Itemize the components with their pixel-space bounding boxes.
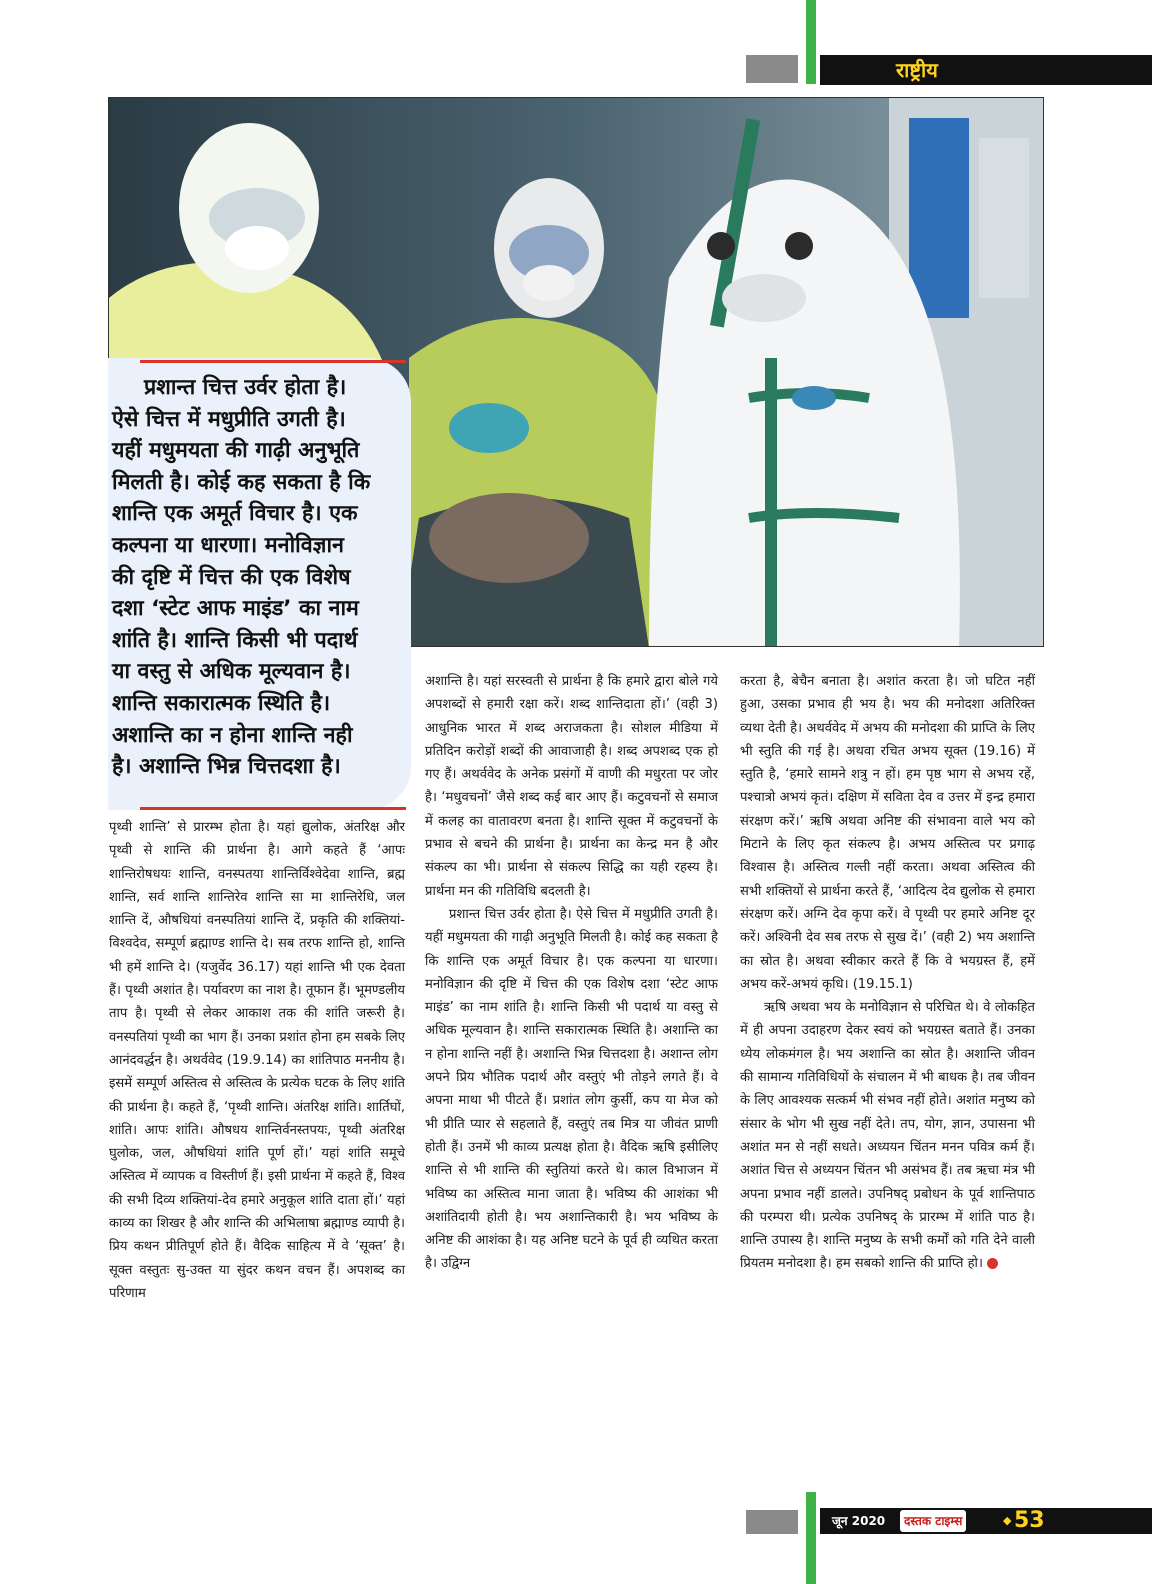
green-divider-top [806,0,816,84]
magazine-logo: दस्तक टाइम्स [900,1510,966,1532]
pull-quote-line: शान्ति सकारात्मक स्थिति है। [112,690,331,716]
pull-quote-line: प्रशान्त चित्त उर्वर होता है। [144,375,347,400]
page-number: 53 [1014,1508,1045,1533]
header-gray-block [746,55,798,83]
end-mark-icon [987,1258,998,1269]
issue-date: जून 2020 [832,1514,886,1528]
pull-quote-line: शांति है। शान्ति किसी भी पदार्थ [112,627,358,653]
paragraph: ऋषि अथवा भय के मनोविज्ञान से परिचित थे। वे लोकहित में ही अपना उदाहरण देकर स्वयं को भयग्रस्त बताते हैं। उनका ध्येय लोकमंगल है। भय अशान्ति का स्रोत है। अशान्ति जीवन की सामान्य गतिविधियों के संचालन में भी बाधक है। तब जीवन के लिए आवश्यक सत्कर्म भी संभव नहीं होते। अशांत मनुष्य को संसार के भोग भी सुख नहीं देते। तप, योग, ज्ञान, उपासना भी अशांत मन से नहीं सधते। अध्ययन चिंतन मनन पवित्र कर्म हैं। अशांत चित्त से अध्ययन चिंतन भी असंभव हैं। तब ऋचा मंत्र भी अपना प्रभाव नहीं डालते। उपनिषद् प्रबोधन के पूर्व शान्तिपाठ की परम्परा थी। प्रत्येक उपनिषद् के प्रारम्भ में शांति पाठ है। शान्ति उपास्य है। शान्ति मनुष्य के सभी कर्मों को गति देने वाली प्रियतम मनोदशा है। हम सबको शान्ति की प्राप्ति हो। [740,1000,1035,1272]
pull-quote-line: मिलती है। कोई कह सकता है कि [112,469,371,495]
pull-quote-line: दशा ‘स्टेट आफ माइंड’ का नाम [112,596,359,622]
pull-quote-rule-top [140,360,406,363]
header-bar [820,55,1152,85]
paragraph: करता है, बेचैन बनाता है। अशांत करता है। जो घटित नहीं हुआ, उसका प्रभाव ही भय है। भय की मनोदशा अतिरिक्त व्यथा देती है। अथर्ववेद में अभय की मनोदशा की प्राप्ति के लिए भी स्तुति की गई है। अथवा रचित अभय सूक्त (19.16) में स्तुति है, ‘हमारे सामने शत्रु न हों। हम पृष्ठ भाग से अभय रहें, पश्चात्रो अभयं कृतं। दक्षिण में सविता देव व उत्तर में इन्द्र हमारा संरक्षण करें।’ ऋषि अथवा अनिष्ट की संभावना वाले भय को मिटाने के लिए कृत संकल्प है। अभय अस्तित्व पर प्रगाढ़ विश्वास है। अस्तित्व गल्ती नहीं करता। अथवा अस्तित्व की सभी शक्तियों से प्रार्थना करते हैं, ‘आदित्य देव द्युलोक से हमारा संरक्षण करें। अग्नि देव कृपा करें। वे पृथ्वी पर हमारे अनिष्ट दूर करें। अश्विनी देव सब तरफ से सुख दें।’ (वही 2) भय अशान्ति का स्रोत है। अथवा स्वीकार करते हैं कि वे भयग्रस्त हैं, हमें अभय करें-अभयं कृधि। (19.15.1) [740,674,1035,992]
paragraph: पृथ्वी शान्ति’ से प्रारम्भ होता है। यहां द्युलोक, अंतरिक्ष और पृथ्वी से शान्ति की प्रार्थना है। आगे कहते हैं ‘आपः शान्तिरोषधयः शान्ति, वनस्पतया शान्तिर्विश्वेदेवा शान्ति, ब्रह्म शान्ति, सर्व शान्ति शान्तिरेव शान्ति सा मा शान्तिरेधि, जल शान्ति दें, औषधियां वनस्पतियां शान्ति दें, प्रकृति की शक्तियां-विश्वदेव, सम्पूर्ण ब्रह्माण्ड शान्ति दे। सब तरफ शान्ति हो, शान्ति भी हमें शान्ति दे। (यजुर्वेद 36.17) यहां शान्ति भी एक देवता हैं। पृथ्वी अशांत है। पर्यावरण का नाश है। तूफान हैं। भूमण्डलीय ताप है। पृथ्वी से लेकर आकाश तक की शांति जरूरी है। वनस्पतियां पृथ्वी का भाग हैं। उनका प्रशांत होना हम सबके लिए आनंदवर्द्धन है। अथर्ववेद (19.9.14) का शांतिपाठ मननीय है। इसमें सम्पूर्ण अस्तित्व से अस्तित्व के प्रत्येक घटक के लिए शांति की प्रार्थना है। कहते हैं, ‘पृथ्वी शान्ति। अंतरिक्ष शांति। शार्तिघों, शांति। आपः शांति। औषधय शान्तिर्वनस्तपयः, पृथ्वी अंतरिक्ष घुलोक, जल, औषधियां शांति पूर्ण हों।’ यहां शांति समूचे अस्तित्व में व्यापक व विस्तीर्ण हैं। इसी प्रार्थना में कहते हैं, विश्व की सभी दिव्य शक्तियां-देव हमारे अनुकूल शांति दाता हों।’ यहां काव्य का शिखर है और शान्ति की अभिलाषा ब्रह्माण्ड व्यापी है। प्रिय कथन प्रीतिपूर्ण होते हैं। वैदिक साहित्य में वे ‘सूक्त’ है। सूक्त वस्तुतः सु-उक्त या सुंदर कथन वचन हैं। अपशब्द का परिणाम [109,820,405,1301]
pull-quote-line: की दृष्टि में चित्त की एक विशेष [112,564,351,590]
article-column-3 [740,670,1035,1276]
green-divider-bottom [806,1492,816,1584]
pull-quote-line: ऐसे चित्त में मधुप्रीति उगती है। [112,406,346,432]
pull-quote-line: कल्पना या धारणा। मनोविज्ञान [112,532,344,558]
pull-quote-text [112,372,408,783]
pull-quote-line: है। अशान्ति भिन्न चित्तदशा है। [112,754,341,780]
pull-quote-line: अशान्ति का न होना शान्ति नही [112,722,353,748]
pull-quote-line: शान्ति एक अमूर्त विचार है। एक [112,501,358,527]
article-column-2 [425,670,718,1276]
pull-quote-line: या वस्तु से अधिक मूल्यवान है। [112,659,351,685]
article-column-1 [109,816,405,1305]
pull-quote-line: यहीं मधुमयता की गाढ़ी अनुभूति [112,438,360,464]
pull-quote-rule-bottom [140,807,406,810]
section-title: राष्ट्रीय [896,58,938,82]
paragraph: अशान्ति है। यहां सरस्वती से प्रार्थना है कि हमारे द्वारा बोले गये अपशब्दों से हमारी रक्षा करें। शब्द शान्तिदाता हों।’ (वही 3) आधुनिक भारत में शब्द अराजकता है। सोशल मीडिया में प्रतिदिन करोड़ों शब्दों की आवाजाही है। शब्द अपशब्द एक हो गए हैं। अथर्ववेद के अनेक प्रसंगों में वाणी की मधुरता पर जोर है। ‘मधुवचनों’ जैसे शब्द कई बार आए हैं। कटुवचनों से समाज में कलह का वातावरण बनता है। शान्ति सूक्त में कटुवचनों के प्रभाव से बचने की प्रार्थना है। प्रार्थना का केन्द्र मन है और संकल्प का भी। प्रार्थना से संकल्प सिद्धि का यही रहस्य है। प्रार्थना मन की गतिविधि बदलती है। [425,674,718,899]
paragraph: प्रशान्त चित्त उर्वर होता है। ऐसे चित्त में मधुप्रीति उगती है। यहीं मधुमयता की गाढ़ी अनुभूति मिलती है। कोई कह सकता है कि शान्ति एक अमूर्त विचार है। एक कल्पना या धारणा। मनोविज्ञान की दृष्टि में चित्त की एक विशेष दशा ‘स्टेट आफ माइंड’ का नाम शांति है। शान्ति किसी भी पदार्थ या वस्तु से अधिक मूल्यवान है। शान्ति सकारात्मक स्थिति है। अशान्ति का न होना शान्ति नहीं है। अशान्ति भिन्न चित्तदशा है। अशान्त लोग अपने प्रिय भौतिक पदार्थ और वस्तुएं भी तोड़ने लगते हैं। वे अपना माथा भी पीटते हैं। प्रशांत लोग कुर्सी, कप या मेज को भी प्रीति प्यार से सहलाते हैं, वस्तुएं तब मित्र या जीवंत प्राणी होती हैं। उनमें भी काव्य प्रत्यक्ष होता है। वैदिक ऋषि इसीलिए शान्ति से भी शान्ति की स्तुतियां करते थे। काल विभाजन में भविष्य का अस्तित्व माना जाता है। भविष्य की आशंका भी अशांतिदायी होती है। भय अशान्तिकारी है। भय भविष्य के अनिष्ट की आशंका है। यह अनिष्ट घटने के पूर्व ही व्यथित करता है। उद्विग्न [425,906,718,1272]
diamond-separator-icon: ◆ [1003,1514,1012,1527]
footer-gray-block [746,1510,798,1534]
